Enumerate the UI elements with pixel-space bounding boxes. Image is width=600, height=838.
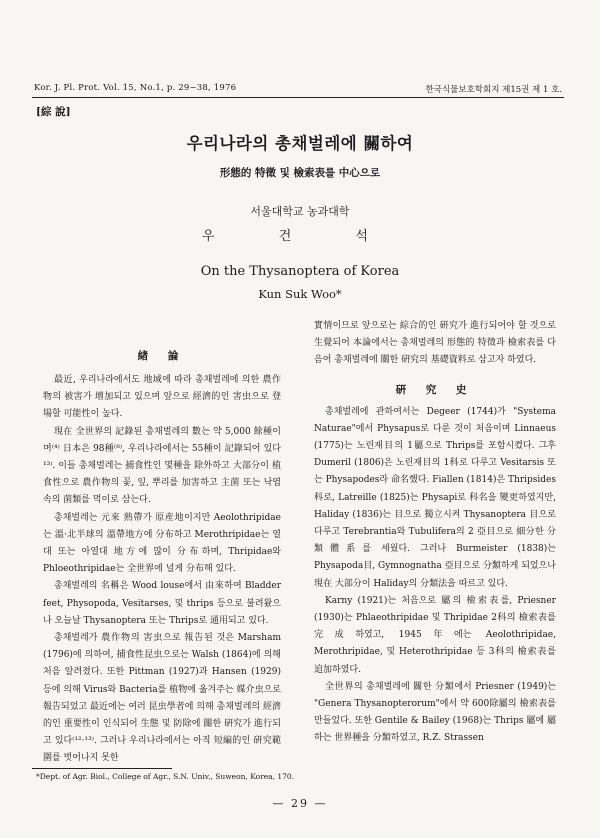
journal-reference: Kor. J. Pl. Prot. Vol. 15, No.1, p. 29~38, 1976 (34, 83, 237, 93)
introduction-paragraph: 총채벌레가 農作物의 害虫으로 報告된 것은 Marsham (1796)에 의하여, 捕食性昆虫으로는 Walsh (1864)에 의해 처음 알려졌다. 또한 Pittman (1927)과 Hansen (1929) 등에 의해 Virus와 Bacteria를 植物에 옮겨주는 媒介虫으로 報告되었고 最近에는 여러 昆虫學者에 의해 총채벌레의 經濟的인 重要性이 인식되어 生態 및 防除에 關한 硏究가 進行되고 있다⁽¹²·¹³⁾. 그러나 우리나라에서는 아직 短編的인 硏究範圍를 벗어나지 못한 (43, 633, 281, 764)
introduction-paragraph: 총채벌레는 元來 熱帶가 原産地이지만 Aeolothripidae는 溫·北半球의 溫帶地方에 分布하고 Merothripidae는 열대 또는 아열대 地方에 많이 分布하며, Thripidae와 Phloeothripidae는 全世界에 널게 分布해 있다. (43, 512, 281, 575)
history-paragraph: Karny (1921)는 처음으로 屬의 檢索表를, Priesner (1930)는 Phlaeothripidae 및 Thripidae 2科의 檢索表를 完成하였고, 1945年에는 Aeolothripidae, Merothripidae, 및 Heterothripidae 등 3科의 檢索表를 追加하였다. (314, 595, 556, 675)
author-affiliation: 서울대학교 농과대학 (250, 205, 350, 218)
introduction-paragraph: 最近, 우리나라에서도 地域에 따라 총채벌레에 의한 農作物의 被害가 增加되고 있으며 앞으로 經濟的인 害虫으로 登場할 可能性이 높다. (43, 375, 281, 420)
history-heading: 硏 究 史 (395, 383, 475, 396)
header-divider (32, 97, 564, 98)
author-name-korean: 우 건 석 (202, 229, 398, 244)
section-tag: [綜 說] (36, 106, 71, 118)
left-column (43, 320, 281, 768)
page-number: — 29 — (272, 797, 328, 810)
right-column (314, 318, 556, 748)
history-paragraph: 총채벌레에 관하여서는 Degeer (1744)가 "Systema Naturae"에서 Physapus로 다룬 것이 처음이며 Linnaeus (1775)는 노린재目의 1屬으로 Thrips를 포함시켰다. 그후 Dumeril (1806)은 노린재目의 1科로 다루고 Vesitarsis 또는 Physapodes라 命名했다. Fiallen (1814)은 Thripsides 科로, Latreille (1825)는 Physapi로 科名을 變更하였지만, Haliday (1836)는 目으로 獨立시켜 Thysanoptera 目으로 다루고 Terebrantia와 Tubulifera의 2 亞目으로 細分한 分類體系를 세웠다. 그러나 Burmeister (1838)는 Physapoda目, Gymnognatha 亞目으로 分類하게 되었으나 現在 大部分이 Haliday의 分類法을 따르고 있다. (314, 406, 556, 589)
introduction-paragraph: 現在 全世界의 記錄된 총채벌레의 數는 약 5,000 餘種이며⁽⁴⁾ 日本은 98種⁽⁸⁾, 우리나라에서는 55種이 記錄되어 있다¹³⁾. 이들 총채벌레는 捕食性인 몇種을 除外하고 大部分이 植食性으로 農作物의 꽃, 잎, 뿌리를 加害하고 主菌 또는 낙엽속의 菌類를 먹이로 삼는다. (43, 426, 281, 506)
paper-subtitle: 形態的 特徵 및 檢索表를 中心으로 (219, 167, 381, 179)
journal-reference-korean: 한국식물보호학회지 제15권 제 1 호. (425, 85, 562, 95)
paper-title-english: On the Thysanoptera of Korea (200, 264, 400, 279)
footnote-divider (32, 768, 172, 769)
introduction-heading: 緖 論 (137, 350, 187, 362)
introduction-paragraph: 총채벌레의 名稱은 Wood louse에서 由來하여 Bladder feet, Physopoda, Vesitarses, 및 thrips 등으로 불려왔으나 오늘날 Thysanoptera 또는 Thrips로 通用되고 있다. (43, 581, 281, 626)
footnote: *Dept. of Agr. Biol., College of Agr., S.N. Univ., Suweon, Korea, 170. (36, 772, 295, 781)
introduction-continuation: 實情이므로 앞으로는 綜合的인 硏究가 進行되어야 할 것으로 生覺되어 本論에서는 총채벌레의 形態的 特徵과 檢索表를 다음어 총채벌레에 關한 硏究의 基礎資料로 삼고자 하였다. (314, 321, 556, 366)
author-name-english: Kun Suk Woo* (258, 287, 342, 301)
history-paragraph: 全世界의 총채벌레에 關한 分類에서 Priesner (1949)는 "Genera Thysanopterorum"에서 약 600除屬의 檢索表를 만들었다. 또한 Gentile & Bailey (1968)는 Thrips 屬에 屬하는 世界種을 分類하였고, R.Z. Strassen (314, 681, 556, 744)
paper-title: 우리나라의 총채벌레에 關하여 (186, 134, 414, 153)
